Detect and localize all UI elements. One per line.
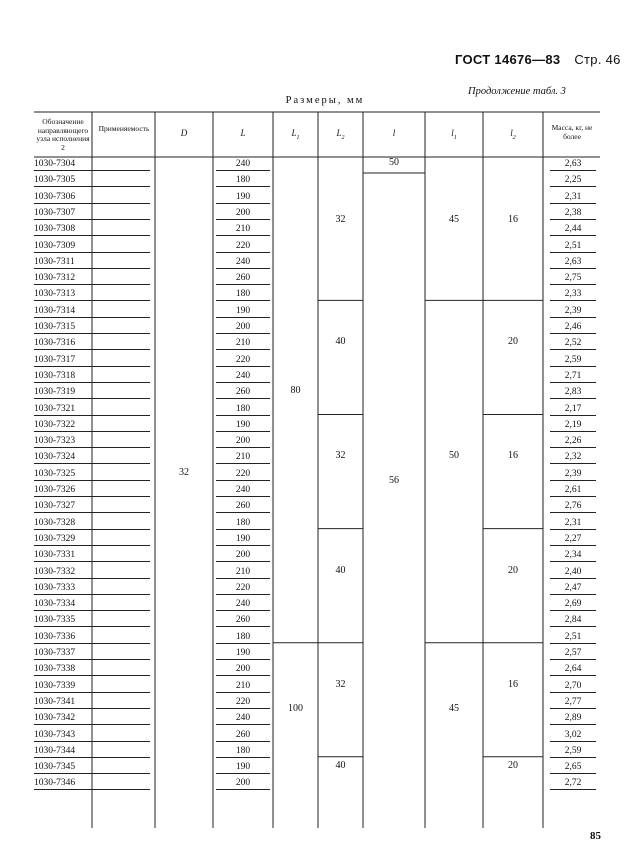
mass-cell: 2,27 [550,533,596,546]
merged-L1-value: 100 [288,703,303,715]
application-cell [100,321,150,334]
length-L-cell: 260 [216,272,270,285]
merged-l2-value: 20 [508,336,518,348]
application-cell [100,207,150,220]
merged-L2-value: 32 [335,678,346,690]
mass-cell: 2,26 [550,435,596,448]
designation-cell: 1030-7319 [34,386,100,399]
merged-l-value: 50 [389,157,399,168]
length-L-cell: 240 [216,712,270,725]
designation-cell: 1030-7343 [34,729,100,742]
designation-cell: 1030-7321 [34,403,100,416]
length-L-cell: 240 [216,484,270,497]
length-L-cell: 190 [216,647,270,660]
mass-cell: 2,75 [550,272,596,285]
application-cell [100,174,150,187]
mass-cell: 2,69 [550,598,596,611]
designation-cell: 1030-7338 [34,663,100,676]
merged-D-value: 32 [179,466,189,478]
designation-cell: 1030-7326 [34,484,100,497]
designation-cell: 1030-7313 [34,288,100,301]
mass-cell: 2,72 [550,777,596,790]
mass-cell: 2,32 [550,451,596,464]
mass-cell: 2,17 [550,403,596,416]
designation-cell: 1030-7344 [34,745,100,758]
mass-cell: 2,44 [550,223,596,236]
page-number: 85 [590,830,601,842]
application-cell [100,680,150,693]
length-L-cell: 220 [216,354,270,367]
application-cell [100,598,150,611]
mass-cell: 2,83 [550,386,596,399]
application-cell [100,729,150,742]
header-designation: Обозначение направляющего узла исполнения 2 [36,117,90,152]
application-cell [100,696,150,709]
length-L-cell: 180 [216,517,270,530]
mass-cell: 2,40 [550,566,596,579]
designation-cell: 1030-7332 [34,566,100,579]
header-l2 [483,128,543,141]
mass-cell: 2,76 [550,500,596,513]
length-L-cell: 190 [216,191,270,204]
length-L-cell: 240 [216,598,270,611]
length-L-cell: 220 [216,468,270,481]
designation-cell: 1030-7307 [34,207,100,220]
header-l2-letter: l [510,128,513,138]
application-cell [100,712,150,725]
designation-cell: 1030-7322 [34,419,100,432]
designation-cell: 1030-7315 [34,321,100,334]
merged-L1-value: 80 [290,385,301,397]
application-cell [100,745,150,758]
designation-cell: 1030-7329 [34,533,100,546]
length-L-cell: 190 [216,761,270,774]
length-L-cell: 260 [216,500,270,513]
length-L-cell: 190 [216,533,270,546]
mass-cell: 3,02 [550,729,596,742]
header-l1 [425,128,483,141]
application-cell [100,370,150,383]
header-mass: Масса, кг, не более [551,123,593,141]
length-L-cell: 190 [216,305,270,318]
application-cell [100,305,150,318]
length-L-cell: 200 [216,663,270,676]
application-cell [100,256,150,269]
designation-cell: 1030-7306 [34,191,100,204]
length-L-cell: 210 [216,566,270,579]
mass-cell: 2,84 [550,614,596,627]
designation-cell: 1030-7346 [34,777,100,790]
merged-L2-value: 32 [335,450,346,462]
mass-cell: 2,39 [550,305,596,318]
designation-cell: 1030-7316 [34,337,100,350]
application-cell [100,484,150,497]
length-L-cell: 190 [216,419,270,432]
application-cell [100,403,150,416]
length-L-cell: 240 [216,158,270,171]
application-cell [100,517,150,530]
mass-cell: 2,89 [550,712,596,725]
length-L-cell: 180 [216,403,270,416]
mass-cell: 2,25 [550,174,596,187]
mass-cell: 2,39 [550,468,596,481]
length-L-cell: 240 [216,256,270,269]
designation-cell: 1030-7336 [34,631,100,644]
designation-cell: 1030-7339 [34,680,100,693]
merged-l2-value: 16 [508,678,518,690]
mass-cell: 2,51 [550,631,596,644]
application-cell [100,288,150,301]
application-cell [100,566,150,579]
header-L2-sub: 2 [341,134,345,141]
designation-cell: 1030-7335 [34,614,100,627]
mass-cell: 2,61 [550,484,596,497]
header-l2-sub: 2 [512,134,516,141]
mass-cell: 2,47 [550,582,596,595]
merged-l1-value: 45 [449,703,459,715]
designation-cell: 1030-7331 [34,549,100,562]
application-cell [100,419,150,432]
mass-cell: 2,70 [550,680,596,693]
application-cell [100,240,150,253]
mass-cell: 2,77 [550,696,596,709]
application-cell [100,158,150,171]
mass-cell: 2,65 [550,761,596,774]
mass-cell: 2,64 [550,663,596,676]
merged-l2-value: 16 [508,450,518,462]
designation-cell: 1030-7304 [34,158,100,171]
length-L-cell: 210 [216,451,270,464]
length-L-cell: 210 [216,680,270,693]
length-L-cell: 180 [216,745,270,758]
application-cell [100,631,150,644]
application-cell [100,549,150,562]
designation-cell: 1030-7334 [34,598,100,611]
merged-L2-value: 40 [335,336,346,348]
merged-l-value: 56 [389,474,399,486]
designation-cell: 1030-7311 [34,256,100,269]
header-L: L [240,128,246,138]
length-L-cell: 180 [216,288,270,301]
length-L-cell: 260 [216,386,270,399]
designation-cell: 1030-7312 [34,272,100,285]
application-cell [100,191,150,204]
dimensions-label: Размеры, мм [285,95,365,106]
designation-cell: 1030-7309 [34,240,100,253]
merged-l1-value: 45 [449,214,459,226]
mass-cell: 2,71 [550,370,596,383]
mass-cell: 2,63 [550,158,596,171]
application-cell [100,533,150,546]
mass-cell: 2,33 [550,288,596,301]
designation-cell: 1030-7333 [34,582,100,595]
length-L-cell: 210 [216,337,270,350]
length-L-cell: 200 [216,321,270,334]
application-cell [100,386,150,399]
designation-cell: 1030-7337 [34,647,100,660]
header-l1-sub: 1 [453,134,457,141]
designation-cell: 1030-7308 [34,223,100,236]
application-cell [100,761,150,774]
header-D: D [180,128,188,138]
designation-cell: 1030-7325 [34,468,100,481]
length-L-cell: 180 [216,174,270,187]
table-continuation-note: Продолжение табл. 3 [468,86,566,97]
application-cell [100,614,150,627]
application-cell [100,354,150,367]
mass-cell: 2,31 [550,191,596,204]
mass-cell: 2,46 [550,321,596,334]
length-L-cell: 200 [216,435,270,448]
application-cell [100,451,150,464]
length-L-cell: 240 [216,370,270,383]
application-cell [100,223,150,236]
length-L-cell: 200 [216,549,270,562]
application-cell [100,647,150,660]
header-application: Применяемость [98,124,150,133]
page-label: Стр. 46 [574,52,621,67]
length-L-cell: 210 [216,223,270,236]
length-L-cell: 220 [216,582,270,595]
header-L2 [318,128,363,141]
mass-cell: 2,34 [550,549,596,562]
designation-cell: 1030-7305 [34,174,100,187]
mass-cell: 2,59 [550,745,596,758]
designation-cell: 1030-7324 [34,451,100,464]
designation-cell: 1030-7314 [34,305,100,318]
application-cell [100,500,150,513]
mass-cell: 2,19 [550,419,596,432]
application-cell [100,777,150,790]
mass-cell: 2,52 [550,337,596,350]
length-L-cell: 180 [216,631,270,644]
application-cell [100,468,150,481]
mass-cell: 2,38 [550,207,596,220]
merged-l2-value: 20 [508,564,518,576]
header-L1-letter: L [291,128,297,138]
standard-number: ГОСТ 14676—83 [455,52,561,67]
designation-cell: 1030-7317 [34,354,100,367]
designation-cell: 1030-7328 [34,517,100,530]
application-cell [100,582,150,595]
merged-l2-value: 16 [508,214,518,226]
designation-cell: 1030-7327 [34,500,100,513]
application-cell [100,337,150,350]
length-L-cell: 260 [216,729,270,742]
application-cell [100,663,150,676]
application-cell [100,435,150,448]
merged-l2-value: 20 [508,760,518,772]
mass-cell: 2,57 [550,647,596,660]
header-l1-letter: l [451,128,454,138]
length-L-cell: 200 [216,777,270,790]
header-l: l [392,128,396,138]
length-L-cell: 260 [216,614,270,627]
application-cell [100,272,150,285]
header-L1-sub: 1 [296,134,300,141]
designation-cell: 1030-7341 [34,696,100,709]
mass-cell: 2,63 [550,256,596,269]
mass-cell: 2,31 [550,517,596,530]
designation-cell: 1030-7318 [34,370,100,383]
header-L1 [273,128,318,141]
merged-l1-value: 50 [449,450,459,462]
merged-L2-value: 32 [335,214,346,226]
merged-L2-value: 40 [335,564,346,576]
designation-cell: 1030-7345 [34,761,100,774]
mass-cell: 2,59 [550,354,596,367]
merged-L2-value: 40 [335,760,346,772]
designation-cell: 1030-7342 [34,712,100,725]
length-L-cell: 220 [216,696,270,709]
length-L-cell: 220 [216,240,270,253]
header-L2-letter: L [336,128,342,138]
mass-cell: 2,51 [550,240,596,253]
designation-cell: 1030-7323 [34,435,100,448]
length-L-cell: 200 [216,207,270,220]
